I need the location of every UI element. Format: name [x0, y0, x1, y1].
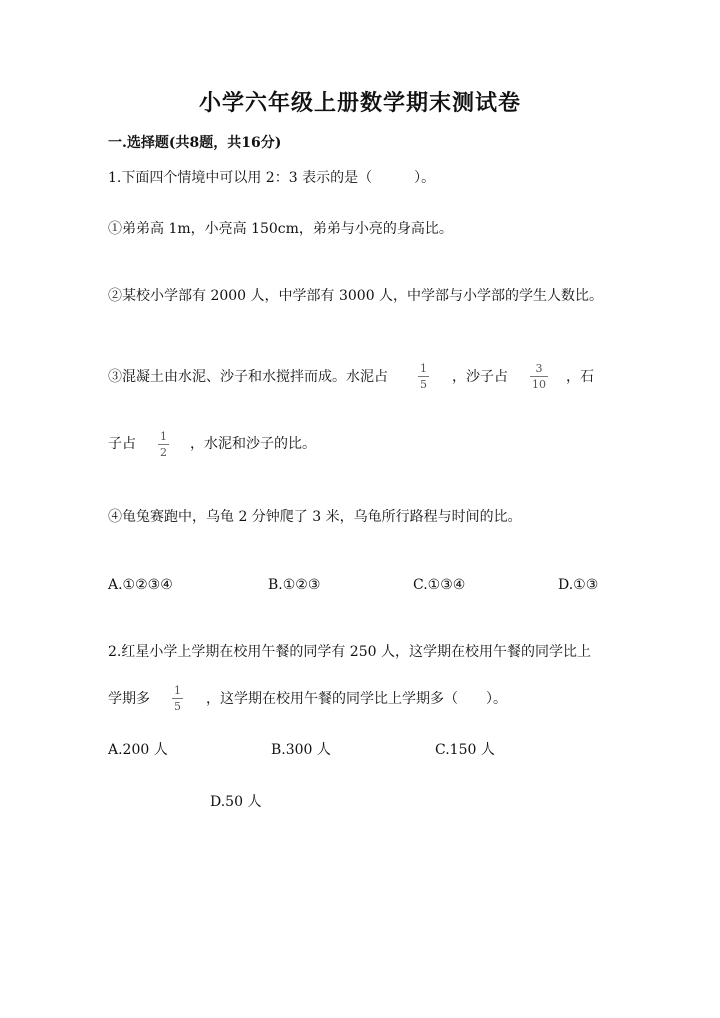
q1-option-a[interactable]: A.①②③④: [108, 577, 173, 593]
q1-item-2: ②某校小学部有 2000 人，中学部有 3000 人，中学部与小学部的学生人数比。: [108, 288, 604, 304]
q2-stem-part-a: 2.红星小学上学期在校用午餐的同学有 250 人，这学期在校用午餐的同学比上: [108, 644, 591, 660]
fraction-3-10: [530, 362, 548, 391]
fraction-denominator: 10: [532, 378, 546, 391]
page-title: 小学六年级上册数学期末测试卷: [198, 90, 521, 116]
q1-item-3-part-d: 子占: [108, 436, 136, 452]
fraction-numerator: 3: [535, 362, 543, 375]
section-heading: 一.选择题(共8题，共16分): [108, 135, 282, 151]
q1-item-4: ④龟兔赛跑中，乌龟 2 分钟爬了 3 米，乌龟所行路程与时间的比。: [108, 509, 522, 525]
fraction-bar: [530, 376, 548, 377]
fraction-1-5-q2: [172, 684, 183, 713]
q1-item-1: ①弟弟高 1m，小亮高 150cm，弟弟与小亮的身高比。: [108, 221, 453, 237]
q1-stem: 1.下面四个情境中可以用 2：3 表示的是（ ）。: [108, 170, 436, 186]
fraction-denominator: 2: [160, 446, 167, 459]
q1-item-3-part-b: ，沙子占: [452, 369, 508, 385]
q2-option-b[interactable]: B.300 人: [271, 742, 331, 758]
fraction-numerator: 1: [174, 684, 181, 697]
fraction-numerator: 1: [160, 430, 167, 443]
fraction-bar: [418, 376, 429, 377]
q2-stem-part-c: ，这学期在校用午餐的同学比上学期多（ ）。: [206, 691, 507, 707]
q1-item-3-part-c: ，石: [566, 369, 594, 385]
q1-option-b[interactable]: B.①②③: [268, 577, 321, 593]
q2-option-c[interactable]: C.150 人: [435, 742, 495, 758]
q2-stem-part-b: 学期多: [108, 691, 150, 707]
q1-option-d[interactable]: D.①③: [558, 577, 599, 593]
fraction-1-2: [158, 430, 169, 459]
q2-option-d[interactable]: D.50 人: [210, 794, 262, 810]
q1-item-3-part-a: ③混凝土由水泥、沙子和水搅拌而成。水泥占: [108, 369, 388, 385]
fraction-1-5: [418, 362, 429, 391]
fraction-denominator: 5: [174, 700, 181, 713]
fraction-denominator: 5: [420, 378, 427, 391]
fraction-bar: [172, 698, 183, 699]
q1-item-3-part-e: ，水泥和沙子的比。: [190, 436, 316, 452]
q1-option-c[interactable]: C.①③④: [413, 577, 466, 593]
fraction-bar: [158, 444, 169, 445]
q2-option-a[interactable]: A.200 人: [108, 742, 168, 758]
fraction-numerator: 1: [420, 362, 427, 375]
